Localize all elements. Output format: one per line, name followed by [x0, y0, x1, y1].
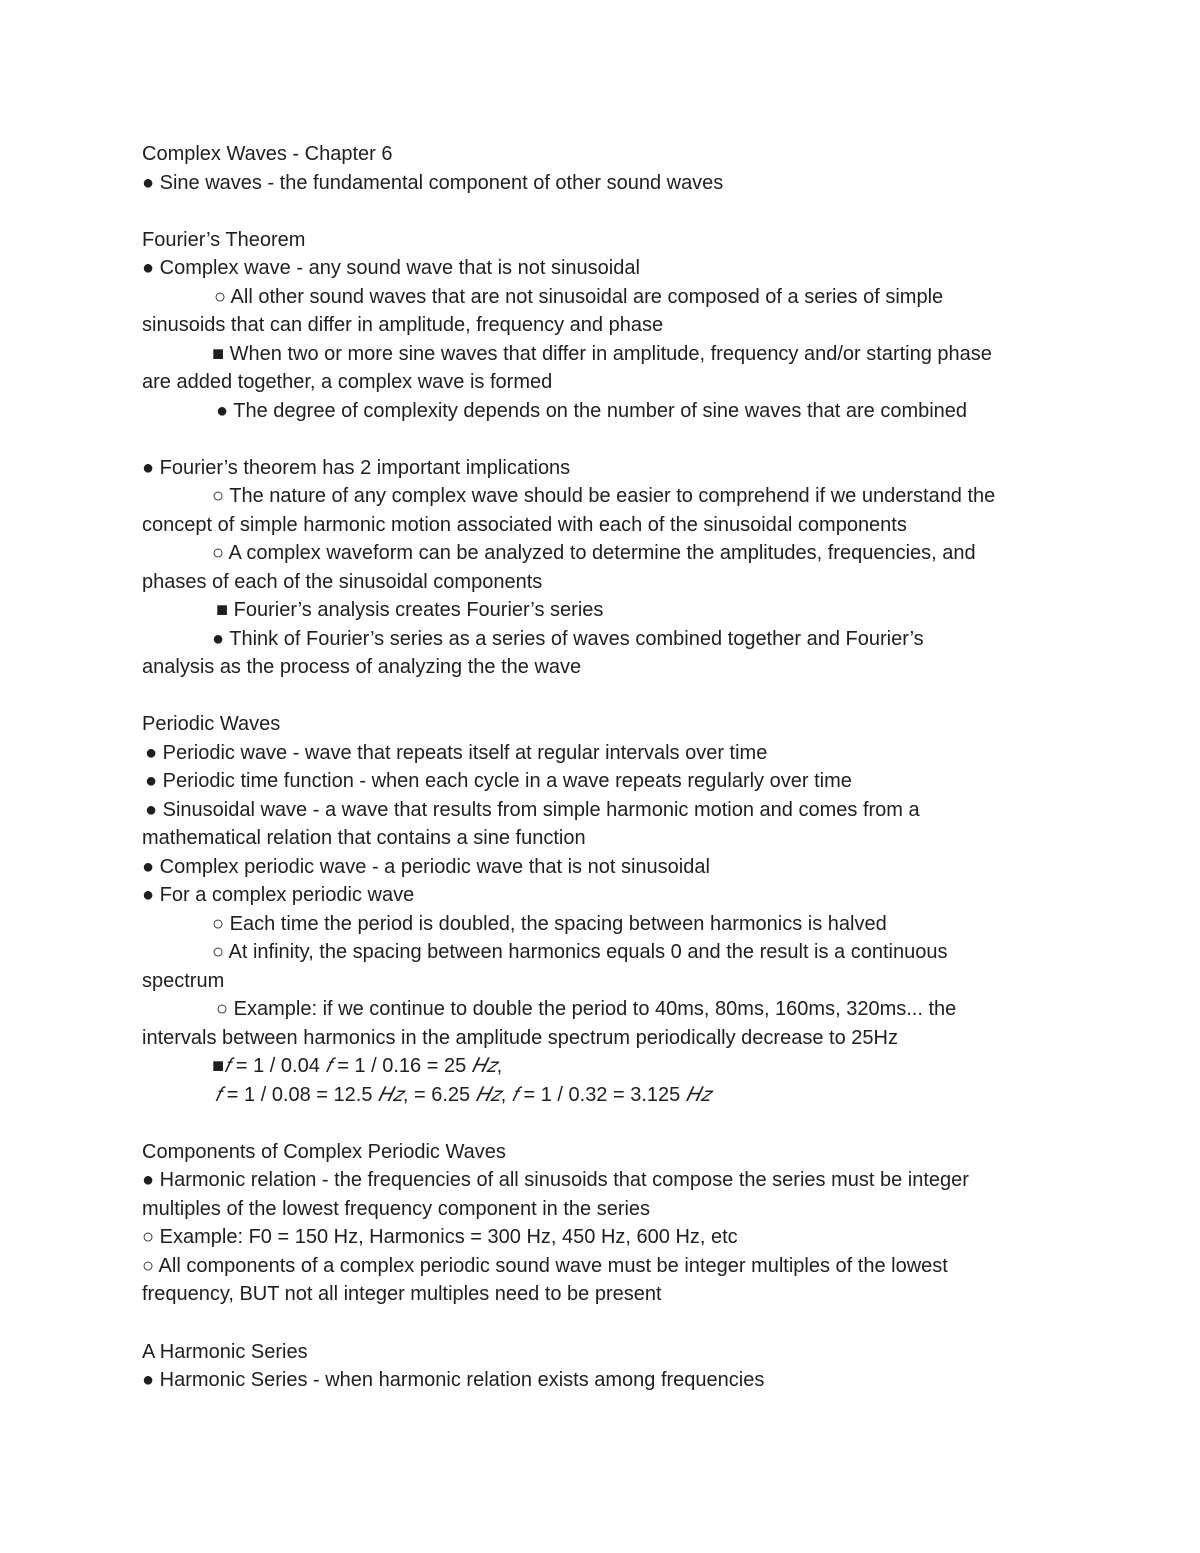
math-f: 𝑓: [224, 1055, 231, 1077]
math-hz: 𝐻𝑧: [685, 1084, 711, 1106]
intro-bullet: ● Sine waves - the fundamental component of other sound waves: [142, 172, 724, 194]
equation-text: , = 6.25: [402, 1084, 476, 1106]
components-line-1: ● Harmonic relation - the frequencies of all sinusoids that compose the series must be integer: [142, 1169, 969, 1191]
square-bullet: ■: [212, 1055, 225, 1077]
periodic-line-4: mathematical relation that contains a sine function: [142, 827, 586, 849]
fourier-line-2: ○ All other sound waves that are not sinusoidal are composed of a series of simple: [214, 286, 944, 308]
periodic-line-7: ○ Each time the period is doubled, the spacing between harmonics is halved: [212, 913, 887, 935]
equation-text: = 1 / 0.16 = 25: [331, 1055, 472, 1077]
fourier-line-9: concept of simple harmonic motion associated with each of the sinusoidal components: [142, 514, 907, 536]
math-f: 𝑓: [215, 1084, 222, 1106]
section-heading-components: Components of Complex Periodic Waves: [142, 1141, 506, 1163]
math-f: 𝑓: [511, 1084, 518, 1106]
equation-text: ,: [496, 1055, 503, 1077]
equation-line-1: [212, 1052, 502, 1080]
section-heading-harmonic-series: A Harmonic Series: [142, 1341, 308, 1363]
periodic-line-2: ● Periodic time function - when each cycle in a wave repeats regularly over time: [145, 770, 852, 792]
periodic-line-10: ○ Example: if we continue to double the period to 40ms, 80ms, 160ms, 320ms... the: [216, 998, 957, 1020]
fourier-line-8: ○ The nature of any complex wave should be easier to comprehend if we understand the: [212, 485, 996, 507]
fourier-line-11: phases of each of the sinusoidal components: [142, 571, 543, 593]
equation-text: = 1 / 0.32 = 3.125: [517, 1084, 686, 1106]
equation-text: ,: [500, 1084, 512, 1106]
equation-text: = 1 / 0.04: [230, 1055, 326, 1077]
components-line-4: ○ All components of a complex periodic sound wave must be integer multiples of the lowest: [142, 1255, 948, 1277]
components-line-5: frequency, BUT not all integer multiples need to be present: [142, 1283, 662, 1305]
periodic-line-3: ● Sinusoidal wave - a wave that results from simple harmonic motion and comes from a: [145, 799, 920, 821]
fourier-line-6: ● The degree of complexity depends on the number of sine waves that are combined: [216, 400, 968, 422]
periodic-line-1: ● Periodic wave - wave that repeats itself at regular intervals over time: [145, 742, 768, 764]
periodic-line-5: ● Complex periodic wave - a periodic wave that is not sinusoidal: [142, 856, 710, 878]
components-line-2: multiples of the lowest frequency component in the series: [142, 1198, 651, 1220]
fourier-line-10: ○ A complex waveform can be analyzed to determine the amplitudes, frequencies, and: [212, 542, 976, 564]
harmonic-series-line-1: ● Harmonic Series - when harmonic relation exists among frequencies: [142, 1369, 765, 1391]
fourier-line-4: ■ When two or more sine waves that differ in amplitude, frequency and/or starting phase: [212, 343, 992, 365]
equation-text: = 1 / 0.08 = 12.5: [221, 1084, 379, 1106]
equation-line-2: [215, 1081, 711, 1109]
fourier-line-3: sinusoids that can differ in amplitude, frequency and phase: [142, 314, 664, 336]
components-line-3: ○ Example: F0 = 150 Hz, Harmonics = 300 Hz, 450 Hz, 600 Hz, etc: [142, 1226, 738, 1248]
fourier-line-13: ● Think of Fourier’s series as a series of waves combined together and Fourier’s: [212, 628, 924, 650]
section-heading-periodic: Periodic Waves: [142, 713, 281, 735]
math-f: 𝑓: [325, 1055, 332, 1077]
fourier-line-1: ● Complex wave - any sound wave that is not sinusoidal: [142, 257, 640, 279]
fourier-line-7: ● Fourier’s theorem has 2 important implications: [142, 457, 571, 479]
periodic-line-8: ○ At infinity, the spacing between harmonics equals 0 and the result is a continuous: [212, 941, 948, 963]
periodic-line-9: spectrum: [142, 970, 225, 992]
document-title: Complex Waves - Chapter 6: [142, 143, 393, 165]
periodic-line-11: intervals between harmonics in the amplitude spectrum periodically decrease to 25Hz: [142, 1027, 898, 1049]
math-hz: 𝐻𝑧: [475, 1084, 501, 1106]
fourier-line-12: ■ Fourier’s analysis creates Fourier’s series: [216, 599, 604, 621]
fourier-line-5: are added together, a complex wave is formed: [142, 371, 553, 393]
fourier-line-14: analysis as the process of analyzing the the wave: [142, 656, 582, 678]
periodic-line-6: ● For a complex periodic wave: [142, 884, 415, 906]
math-hz: 𝐻𝑧: [471, 1055, 497, 1077]
math-hz: 𝐻𝑧: [378, 1084, 403, 1106]
section-heading-fourier: Fourier’s Theorem: [142, 229, 306, 251]
